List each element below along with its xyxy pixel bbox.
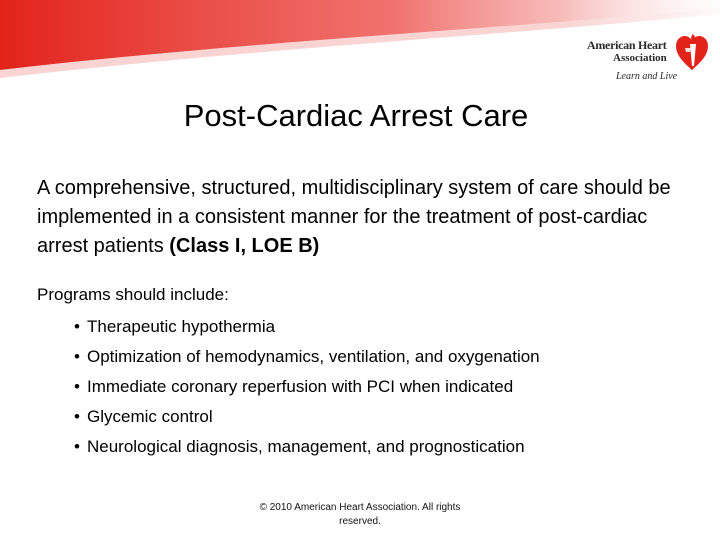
slide-title: Post-Cardiac Arrest Care	[183, 98, 529, 133]
bullet-icon: •	[74, 377, 80, 396]
bullet-icon: •	[74, 407, 80, 426]
intro-text: A comprehensive, structured, multidisciplinary system of care should be implemented in a consistent manner for the treatment of post-cardiac arrest patients	[37, 177, 671, 257]
logo-org-line1: American Heart	[587, 38, 667, 52]
bullet-icon: •	[74, 347, 80, 366]
copyright-footer: © 2010 American Heart Association. All rights reserved.	[259, 502, 461, 527]
aha-logo	[585, 28, 715, 88]
list-item: • Neurological diagnosis, management, and prognostication	[74, 432, 540, 462]
list-item: • Therapeutic hypothermia	[74, 312, 540, 342]
logo-tagline: Learn and Live	[616, 71, 678, 82]
class-loe-emphasis: (Class I, LOE B)	[169, 235, 320, 257]
logo-org-line2: Association	[613, 52, 667, 64]
programs-heading: Programs should include:	[37, 285, 229, 304]
intro-paragraph	[37, 174, 687, 261]
list-item: • Glycemic control	[74, 402, 540, 432]
bullet-icon: •	[74, 437, 80, 456]
program-list	[74, 312, 540, 462]
bullet-icon: •	[74, 317, 80, 336]
heart-torch-icon	[673, 30, 711, 72]
list-item: • Immediate coronary reperfusion with PCI when indicated	[74, 372, 540, 402]
list-item: • Optimization of hemodynamics, ventilation, and oxygenation	[74, 342, 540, 372]
